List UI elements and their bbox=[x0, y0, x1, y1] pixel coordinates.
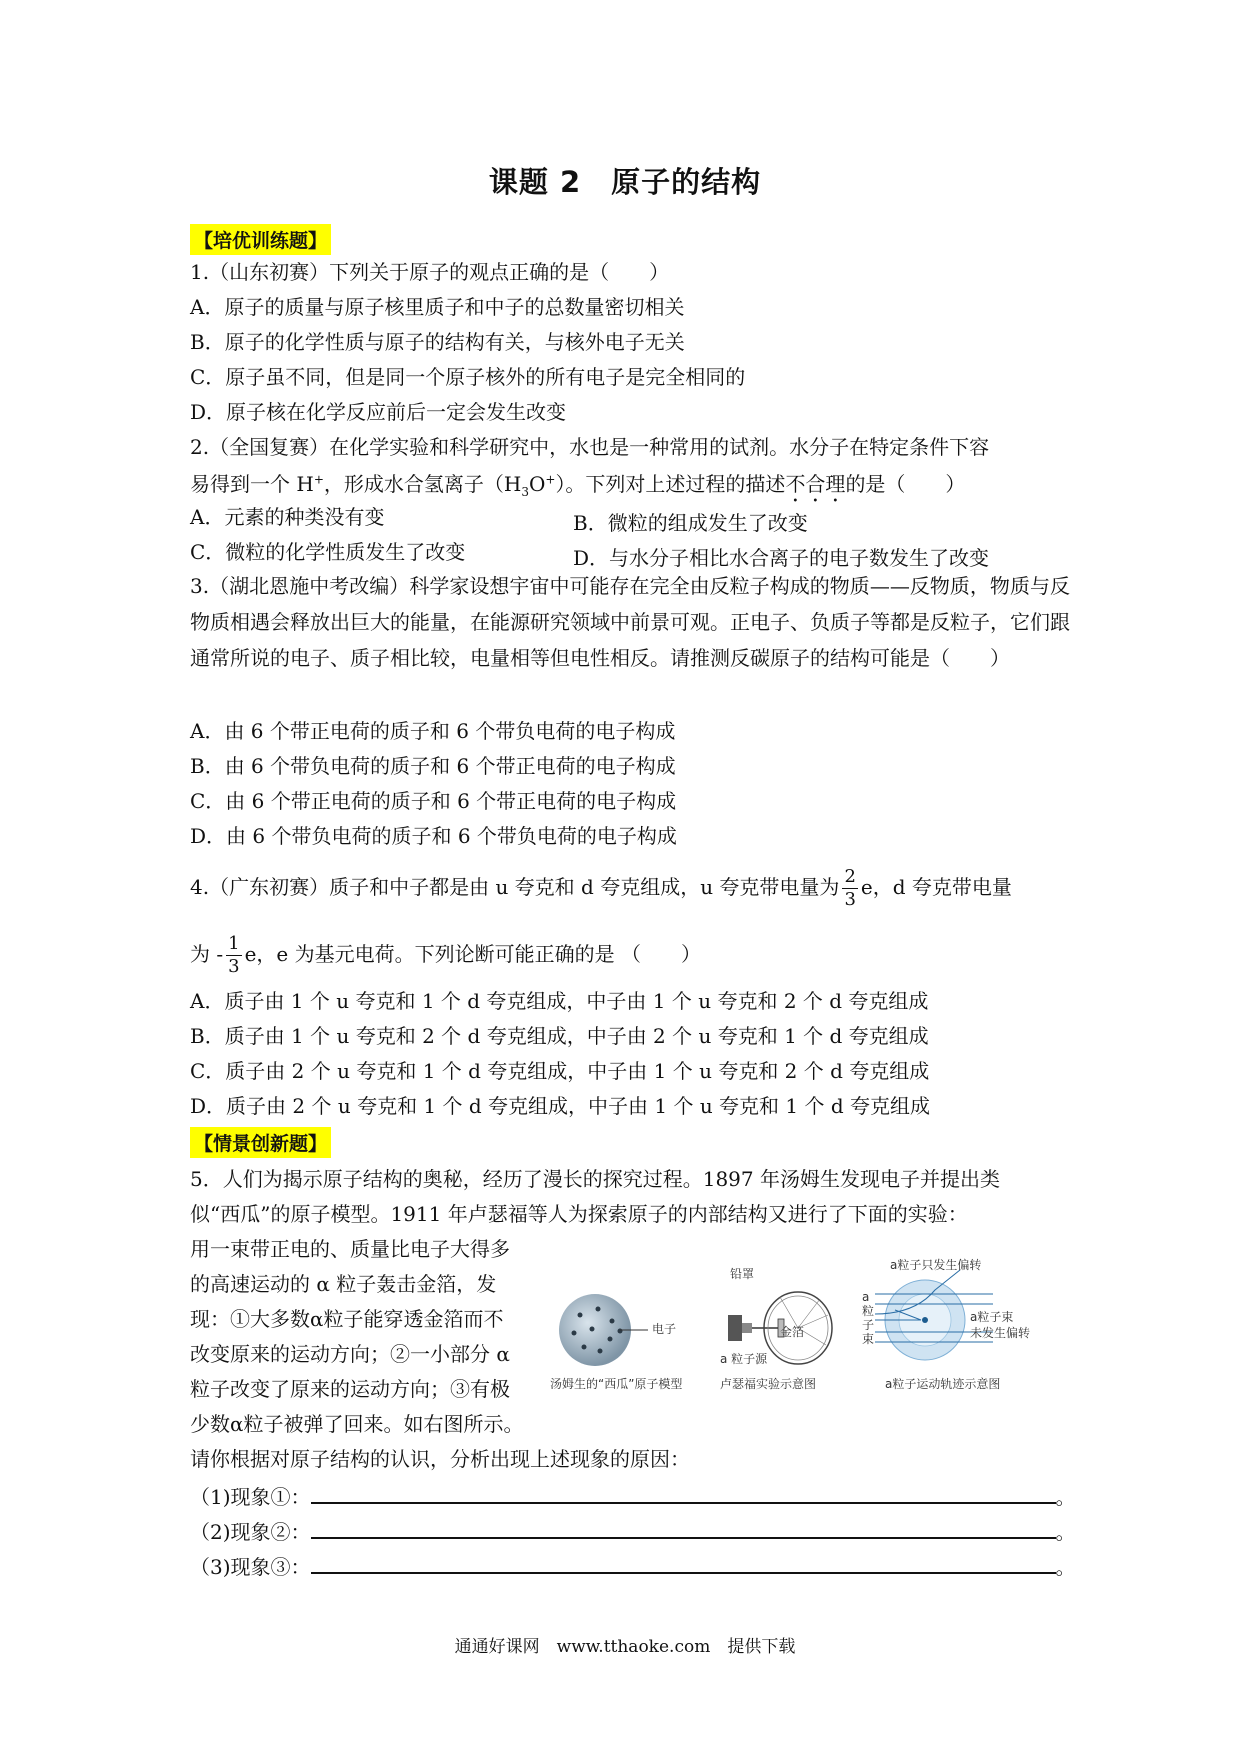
q5-side-line: 粒子改变了原来的运动方向；③有极 bbox=[190, 1377, 510, 1401]
q5-answer-period: 。 bbox=[1055, 1485, 1076, 1509]
q5-prompt: 请你根据对原子结构的认识，分析出现上述现象的原因： bbox=[190, 1447, 690, 1471]
q4-text: e，e 为基元电荷。下列论断可能正确的是 （ ） bbox=[244, 942, 701, 966]
page-footer: 通通好课网 www.tthaoke.com 提供下载 bbox=[454, 1637, 796, 1657]
q5-stem-line2: 似“西瓜”的原子模型。1911 年卢瑟福等人为探索原子的内部结构又进行了下面的实验： bbox=[190, 1202, 968, 1226]
q2-text: ）。下列对上述过程的描述 bbox=[555, 472, 786, 496]
q3-option-d: D．由 6 个带负电荷的质子和 6 个带负电荷的电子构成 bbox=[190, 824, 677, 848]
q4-option-d: D．质子由 2 个 u 夸克和 1 个 d 夸克组成，中子由 1 个 u 夸克和 1 个 d 夸克组成 bbox=[190, 1094, 931, 1118]
q2-text: 易得到一个 H bbox=[190, 472, 314, 496]
fraction-denominator: 3 bbox=[228, 956, 240, 977]
fraction-denominator: 3 bbox=[844, 889, 856, 910]
q4-stem-line1 bbox=[190, 866, 1012, 911]
q2-option-c: C．微粒的化学性质发生了改变 bbox=[190, 540, 466, 564]
q2-text: ，形成水合氢离子（H bbox=[323, 472, 522, 496]
q1-option-b: B．原子的化学性质与原子的结构有关，与核外电子无关 bbox=[190, 330, 685, 354]
q1-option-d: D．原子核在化学反应前后一定会发生改变 bbox=[190, 400, 567, 424]
q5-answer-blank-2[interactable] bbox=[311, 1519, 1056, 1539]
fig3-caption: a粒子运动轨迹示意图 bbox=[885, 1377, 1001, 1391]
q2-option-a: A．元素的种类没有变 bbox=[190, 505, 385, 529]
q5-side-line: 的高速运动的 α 粒子轰击金箔，发 bbox=[190, 1272, 497, 1296]
fig3-right-label-2: 未发生偏转 bbox=[970, 1326, 1031, 1340]
q4-option-a: A．质子由 1 个 u 夸克和 1 个 d 夸克组成，中子由 1 个 u 夸克和 2 个 d 夸克组成 bbox=[190, 989, 929, 1013]
fig1-caption: 汤姆生的“西瓜”原子模型 bbox=[550, 1377, 683, 1391]
fig2-lead-shield-label: 铅罩 bbox=[730, 1267, 755, 1281]
q5-answer-blank-3[interactable] bbox=[311, 1554, 1056, 1574]
q5-side-line: 用一束带正电的、质量比电子大得多 bbox=[190, 1237, 510, 1261]
q5-side-line: 少数α粒子被弹了回来。如右图所示。 bbox=[190, 1412, 524, 1436]
q5-side-line: 改变原来的运动方向；②一小部分 α bbox=[190, 1342, 510, 1366]
q3-option-b: B．由 6 个带负电荷的质子和 6 个带正电荷的电子构成 bbox=[190, 754, 676, 778]
fig1-electron-label: 电子 bbox=[652, 1322, 677, 1336]
fig3-deflect-label: a粒子只发生偏转 bbox=[890, 1258, 982, 1272]
q4-text: 4.（广东初赛）质子和中子都是由 u 夸克和 d 夸克组成，u 夸克带电量为 bbox=[190, 875, 840, 899]
fraction-numerator: 2 bbox=[844, 866, 856, 887]
q5-answer-row-3 bbox=[190, 1554, 1076, 1577]
q5-answer-period: 。 bbox=[1055, 1555, 1076, 1579]
q2-superscript: + bbox=[313, 472, 324, 487]
fig2-source-label: a 粒子源 bbox=[720, 1352, 768, 1366]
q5-stem-line1: 5．人们为揭示原子结构的奥秘，经历了漫长的探究过程。1897 年汤姆生发现电子并提出类 bbox=[190, 1167, 1000, 1191]
q5-side-line: 现：①大多数α粒子能穿透金箔而不 bbox=[190, 1307, 504, 1331]
q3-option-c: C．由 6 个带正电荷的质子和 6 个带正电荷的电子构成 bbox=[190, 789, 677, 813]
fig3-beam-label: a粒子束 bbox=[862, 1290, 875, 1346]
q2-superscript: + bbox=[545, 472, 556, 487]
fig2-caption: 卢瑟福实验示意图 bbox=[720, 1377, 817, 1391]
q2-option-d: D．与水分子相比水合离子的电子数发生了改变 bbox=[573, 546, 990, 570]
q5-answer-row-2 bbox=[190, 1519, 1076, 1542]
fig3-right-label-1: a粒子束 bbox=[970, 1310, 1014, 1324]
q4-option-b: B．质子由 1 个 u 夸克和 2 个 d 夸克组成，中子由 2 个 u 夸克和 1 个 d 夸克组成 bbox=[190, 1024, 929, 1048]
fraction-two-thirds bbox=[842, 866, 857, 911]
q5-answer-period: 。 bbox=[1055, 1520, 1076, 1544]
q3-stem: 3.（湖北恩施中考改编）科学家设想宇宙中可能存在完全由反粒子构成的物质——反物质，物质与反物质相遇会释放出巨大的能量，在能源研究领域中前景可观。正电子、负质子等都是反粒子，它们跟通常所说的电子、质子相比较，电量相等但电性相反。请推测反碳原子的结构可能是（ ） bbox=[190, 574, 1070, 670]
q2-option-b: B．微粒的组成发生了改变 bbox=[573, 511, 808, 535]
q3-option-a: A．由 6 个带正电荷的质子和 6 个带负电荷的电子构成 bbox=[190, 719, 676, 743]
q1-stem: 1.（山东初赛）下列关于原子的观点正确的是（ ） bbox=[190, 260, 670, 284]
q2-text: 的是（ ） bbox=[845, 472, 966, 496]
q2-subscript: 3 bbox=[521, 485, 529, 499]
q4-text: 为 - bbox=[190, 942, 224, 966]
q5-answer-label: （3)现象③： bbox=[190, 1555, 311, 1579]
q4-text: e，d 夸克带电量 bbox=[860, 875, 1012, 899]
q2-stem-line2 bbox=[190, 472, 965, 507]
page-title: 课题 2 原子的结构 bbox=[488, 165, 762, 199]
q4-option-c: C．质子由 2 个 u 夸克和 1 个 d 夸克组成，中子由 1 个 u 夸克和 2 个 d 夸克组成 bbox=[190, 1059, 930, 1083]
fraction-numerator: 1 bbox=[228, 933, 240, 954]
fig2-gold-foil-label: 金箔 bbox=[780, 1325, 805, 1339]
q5-answer-blank-1[interactable] bbox=[311, 1484, 1056, 1504]
q4-stem-line2 bbox=[190, 933, 701, 978]
q1-option-c: C．原子虽不同，但是同一个原子核外的所有电子是完全相同的 bbox=[190, 365, 746, 389]
plum-pudding-model-figure bbox=[550, 1285, 660, 1375]
q5-answer-label: （2)现象②： bbox=[190, 1520, 311, 1544]
q5-answer-row-1 bbox=[190, 1484, 1076, 1507]
q2-text: O bbox=[528, 472, 546, 496]
q5-answer-label: （1)现象①： bbox=[190, 1485, 311, 1509]
q2-stem-line1: 2.（全国复赛）在化学实验和科学研究中，水也是一种常用的试剂。水分子在特定条件下容 bbox=[190, 435, 990, 459]
q2-emphasis: 不合理 bbox=[785, 472, 846, 496]
fraction-one-third bbox=[226, 933, 241, 978]
section-label-training: 【培优训练题】 bbox=[190, 224, 331, 255]
q1-option-a: A．原子的质量与原子核里质子和中子的总数量密切相关 bbox=[190, 295, 685, 319]
section-label-innovation: 【情景创新题】 bbox=[190, 1127, 331, 1158]
